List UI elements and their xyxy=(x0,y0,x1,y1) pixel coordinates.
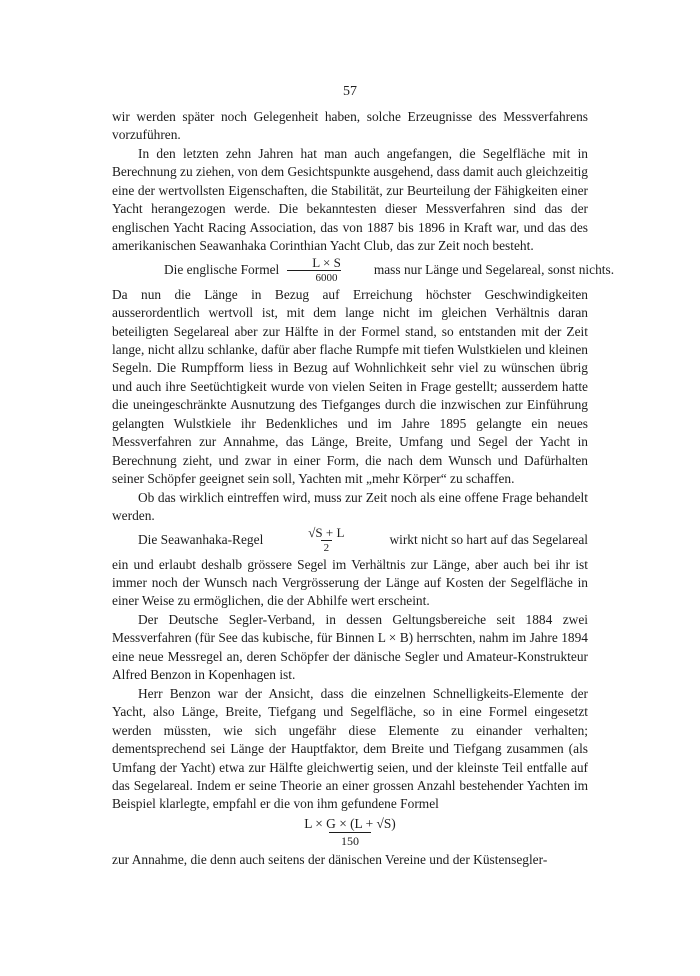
paragraph: Ob das wirklich eintreffen wird, muss zur Zeit noch als eine offene Frage behandelt werden. xyxy=(112,489,588,524)
fraction xyxy=(283,256,344,285)
paragraph: Der Deutsche Segler-Verband, in dessen Geltungsbereiche seit 1884 zwei Messverfahren (für See das kubische, für Binnen L × B) herrschten, nahm im Jahre 1894 eine neue Messregel an, deren Schöpfer der dänische Segler und Amateur-Konstrukteur Alfred Benzon in Kopenhagen ist. xyxy=(112,611,588,683)
paragraph: Da nun die Länge in Bezug auf Erreichung höchster Geschwindigkeiten ausserordentlich wertvoll ist, mit dem lange nicht im gleichen Verhältnis daran beteiligten Segelareal aber zur Hälfte in der Formel stand, so entstanden mit der Zeit lange, nicht allzu schlanke, dafür aber flache Rumpfe mit tiefen Wulstkielen und kleinen Segeln. Die Rumpfform liess in Bezug auf Wohnlichkeit sehr viel zu wünschen übrig und auch ihre Seetüchtigkeit wurde von vielen Seiten in Frage gestellt; ausserdem hatte die uneingeschränkte Ausnutzung des Tiefganges durch die inzwischen zur Einführung gelangten Wulstkiele ihr Bedenkliches und im Jahre 1895 gelangte ein neues Messverfahren zur Annahme, das Länge, Breite, Umfang und Segel der Yacht in Berechnung zieht, und zwar in einer Form, die nach dem Wunsch und Dafürhalten seiner Schöpfer geeignet sein soll, Yachten mit „mehr Körper“ zu schaffen. xyxy=(112,286,588,487)
fraction-numerator: L × G × (L + √S) xyxy=(304,815,396,831)
formula-suffix: mass nur Länge und Segelareal, sonst nichts. xyxy=(373,262,615,278)
fraction-numerator: √S + L xyxy=(308,525,345,541)
formula-line xyxy=(112,526,588,556)
formula-suffix: wirkt nicht so hart auf das Segelareal xyxy=(389,532,588,548)
paragraph: zur Annahme, die denn auch seitens der dänischen Vereine und der Küstensegler- xyxy=(112,851,548,867)
paragraph: Herr Benzon war der Ansicht, dass die einzelnen Schnelligkeits-Elemente der Yacht, also Länge, Breite, Tiefgang und Segelfläche, so in eine Formel eingesetzt werden müssten, wie sich ungefähr diese Elemente zu einander verhalten; dementsprechend sei Länge der Hauptfaktor, dem Breite und Tiefgang zusammen (als Umfang der Yacht) etwa zur Hälfte gleichwertig seien, und der kleinste Teil entfalle auf das Segelareal. Indem er seine Theorie an einer grossen Anzahl bestehender Yachten im Beispiel klarlegte, empfahl er die von ihm gefundene Formel xyxy=(112,685,588,812)
formula-prefix: Die Seawanhaka-Regel xyxy=(138,532,264,548)
page-body xyxy=(112,108,615,869)
formula-block xyxy=(112,816,588,849)
paragraph: In den letzten zehn Jahren hat man auch angefangen, die Segelfläche mit in Berechnung zu ziehen, von dem Gesichtspunkte ausgehend, dass damit auch gleichzeitig eine der wertvollsten Eigenschaften, die Stabilität, zur Beurteilung der Fähigkeiten einer Yacht herangezogen werde. Die bekanntesten dieser Messverfahren sind das der englischen Yacht Racing Association, das von 1887 bis 1896 in Kraft war, und das des amerikanischen Seawanhaka Corinthian Yacht Club, das zur Zeit noch besteht. xyxy=(112,145,588,254)
formula-line xyxy=(112,255,615,286)
fraction-denominator: 6000 xyxy=(287,270,341,285)
formula-prefix: Die englische Formel xyxy=(164,262,280,278)
paragraph: wir werden später noch Gelegenheit haben, solche Erzeugnisse des Messverfahrens vorzuführen. xyxy=(112,109,588,143)
page-number: 57 xyxy=(343,84,357,99)
fraction xyxy=(301,816,399,849)
fraction xyxy=(305,526,347,555)
fraction-numerator: L × S xyxy=(312,255,341,271)
fraction-denominator: 2 xyxy=(321,540,333,555)
paragraph: ein und erlaubt deshalb grössere Segel im Verhältnis zur Länge, aber auch bei ihr ist immer noch der Wunsch nach Vergrösserung der Länge auf Kosten der Segelfläche in einer Weise zu ermöglichen, die der Abhilfe wert erscheint. xyxy=(112,556,588,609)
fraction-denominator: 150 xyxy=(329,832,371,849)
